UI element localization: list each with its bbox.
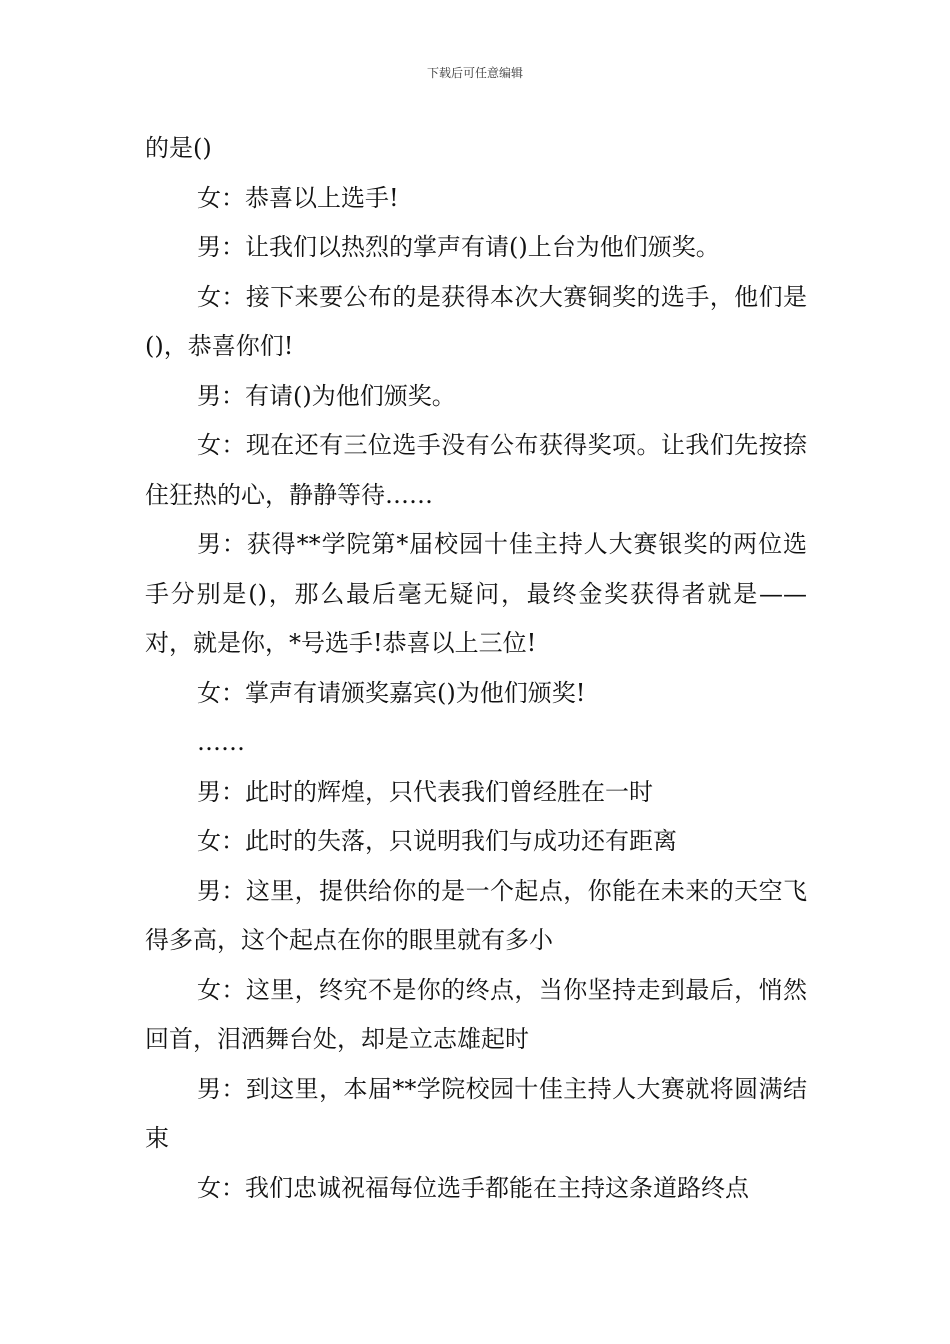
paragraph: 男：到这里，本届**学院校园十佳主持人大赛就将圆满结束	[145, 1074, 807, 1152]
paragraph: 男：此时的辉煌，只代表我们曾经胜在一时	[197, 777, 653, 806]
paragraph: 女：掌声有请颁奖嘉宾()为他们颁奖!	[197, 678, 586, 707]
paragraph: 女：这里，终究不是你的终点，当你坚持走到最后，悄然回首，泪洒舞台处，却是立志雄起时	[145, 975, 807, 1053]
paragraph: 女：恭喜以上选手!	[197, 183, 399, 212]
paragraph: 女：我们忠诚祝福每位选手都能在主持这条道路终点	[197, 1173, 749, 1202]
paragraph: 女：现在还有三位选手没有公布获得奖项。让我们先按捺住狂热的心，静静等待……	[145, 431, 807, 509]
paragraph: 的是()	[145, 134, 212, 162]
paragraph: 男：有请()为他们颁奖。	[197, 381, 456, 410]
page-header: 下载后可任意编辑	[426, 66, 523, 80]
ellipsis-paragraph: ……	[197, 728, 245, 756]
paragraph: 男：获得**学院第*届校园十佳主持人大赛银奖的两位选手分别是()，那么最后毫无疑问，最终金奖获得者就是——对，就是你，*号选手!恭喜以上三位!	[145, 530, 807, 657]
paragraph: 男：让我们以热烈的掌声有请()上台为他们颁奖。	[197, 233, 720, 261]
document-body	[145, 124, 807, 1213]
paragraph: 男：这里，提供给你的是一个起点，你能在未来的天空飞得多高，这个起点在你的眼里就有多小	[145, 876, 807, 954]
paragraph: 女：此时的失落，只说明我们与成功还有距离	[197, 827, 677, 855]
paragraph: 女：接下来要公布的是获得本次大赛铜奖的选手，他们是()，恭喜你们!	[145, 282, 807, 360]
